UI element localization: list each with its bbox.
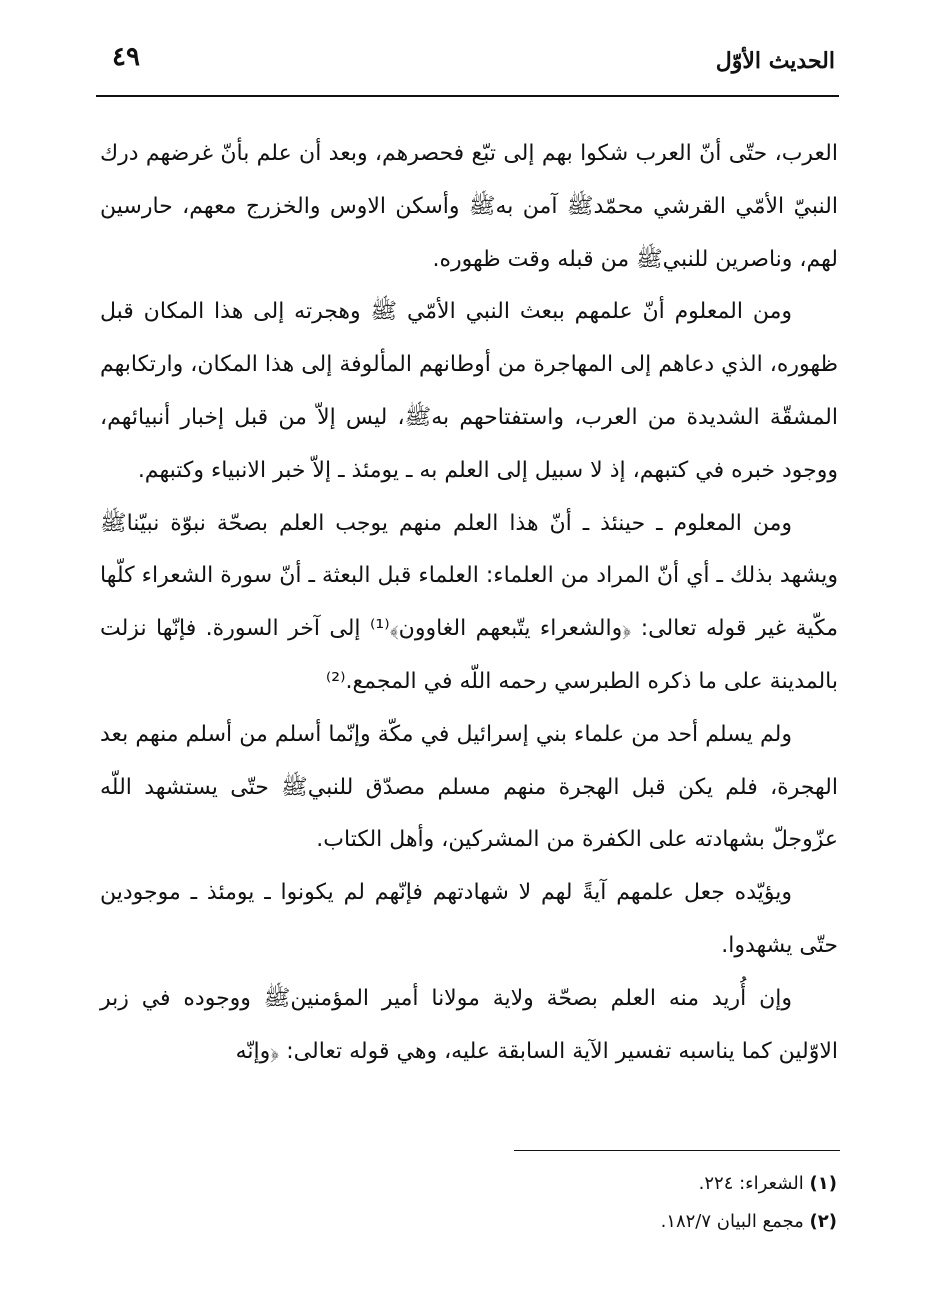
- header-rule: [96, 95, 839, 97]
- footnote-text: مجمع البيان ١٨٢/٧.: [660, 1211, 804, 1232]
- footnote-number: (٢): [809, 1211, 837, 1232]
- footnote-text: الشعراء: ٢٢٤.: [698, 1173, 804, 1194]
- footnote-number: (١): [809, 1173, 837, 1194]
- page-number: ٤٩: [112, 42, 140, 72]
- footnote-rule: [514, 1150, 840, 1151]
- paragraph: العرب، حتّى أنّ العرب شكوا بهم إلى تبّع فحصرهم، وبعد أن علم بأنّ غرضهم درك النبيّ الأمّي القرشي محمّدﷺ آمن بهﷺ وأسكن الاوس والخزرج معهم، حارسين لهم، وناصرين للنبيﷺ من قبله وقت ظهوره.: [100, 141, 838, 272]
- running-title: الحديث الأوّل: [715, 48, 835, 74]
- footnote: [337, 1203, 837, 1241]
- paragraph: ولم يسلم أحد من علماء بني إسرائيل في مكّة وإنّما أسلم من أسلم منهم بعد الهجرة، فلم يكن قبل الهجرة منهم مسلم مصدّق للنبيﷺ حتّى يستشهد اللّه عزّوجلّ بشهادته على الكفرة من المشركين، وأهل الكتاب.: [100, 721, 838, 853]
- paragraph: وإن أُريد منه العلم بصحّة ولاية مولانا أمير المؤمنينﷺ ووجوده في زبر الاوّلين كما يناسبه تفسير الآية السابقة عليه، وهي قوله تعالى: ﴿وإنّه: [100, 985, 838, 1064]
- footnote: [337, 1165, 837, 1203]
- footnotes: [337, 1165, 837, 1241]
- body-text: [100, 128, 838, 1078]
- paragraph: ويؤيّده جعل علمهم آيةً لهم لا شهادتهم فإنّهم لم يكونوا ـ يومئذ ـ موجودين حتّى يشهدوا.: [100, 880, 838, 958]
- paragraph: ومن المعلوم ـ حينئذ ـ أنّ هذا العلم منهم يوجب العلم بصحّة نبوّة نبيّناﷺ ويشهد بذلك ـ أي أنّ المراد من العلماء: العلماء قبل البعثة ـ أنّ سورة الشعراء كلّها مكّية غير قوله تعالى: ﴿والشعراء يتّبعهم الغاوون﴾⁽¹⁾ إلى آخر السورة. فإنّها نزلت بالمدينة على ما ذكره الطبرسي رحمه اللّه في المجمع.⁽²⁾: [100, 510, 839, 694]
- paragraph: ومن المعلوم أنّ علمهم ببعث النبي الأمّي ﷺ وهجرته إلى هذا المكان قبل ظهوره، الذي دعاهم إلى المهاجرة من أوطانهم المألوفة إلى هذا المكان، وارتكابهم المشقّة الشديدة من العرب، واستفتاحهم بهﷺ، ليس إلاّ من قبل إخبار أنبيائهم، ووجود خبره في كتبهم، إذ لا سبيل إلى العلم به ـ يومئذ ـ إلاّ خبر الانبياء وكتبهم.: [100, 299, 838, 483]
